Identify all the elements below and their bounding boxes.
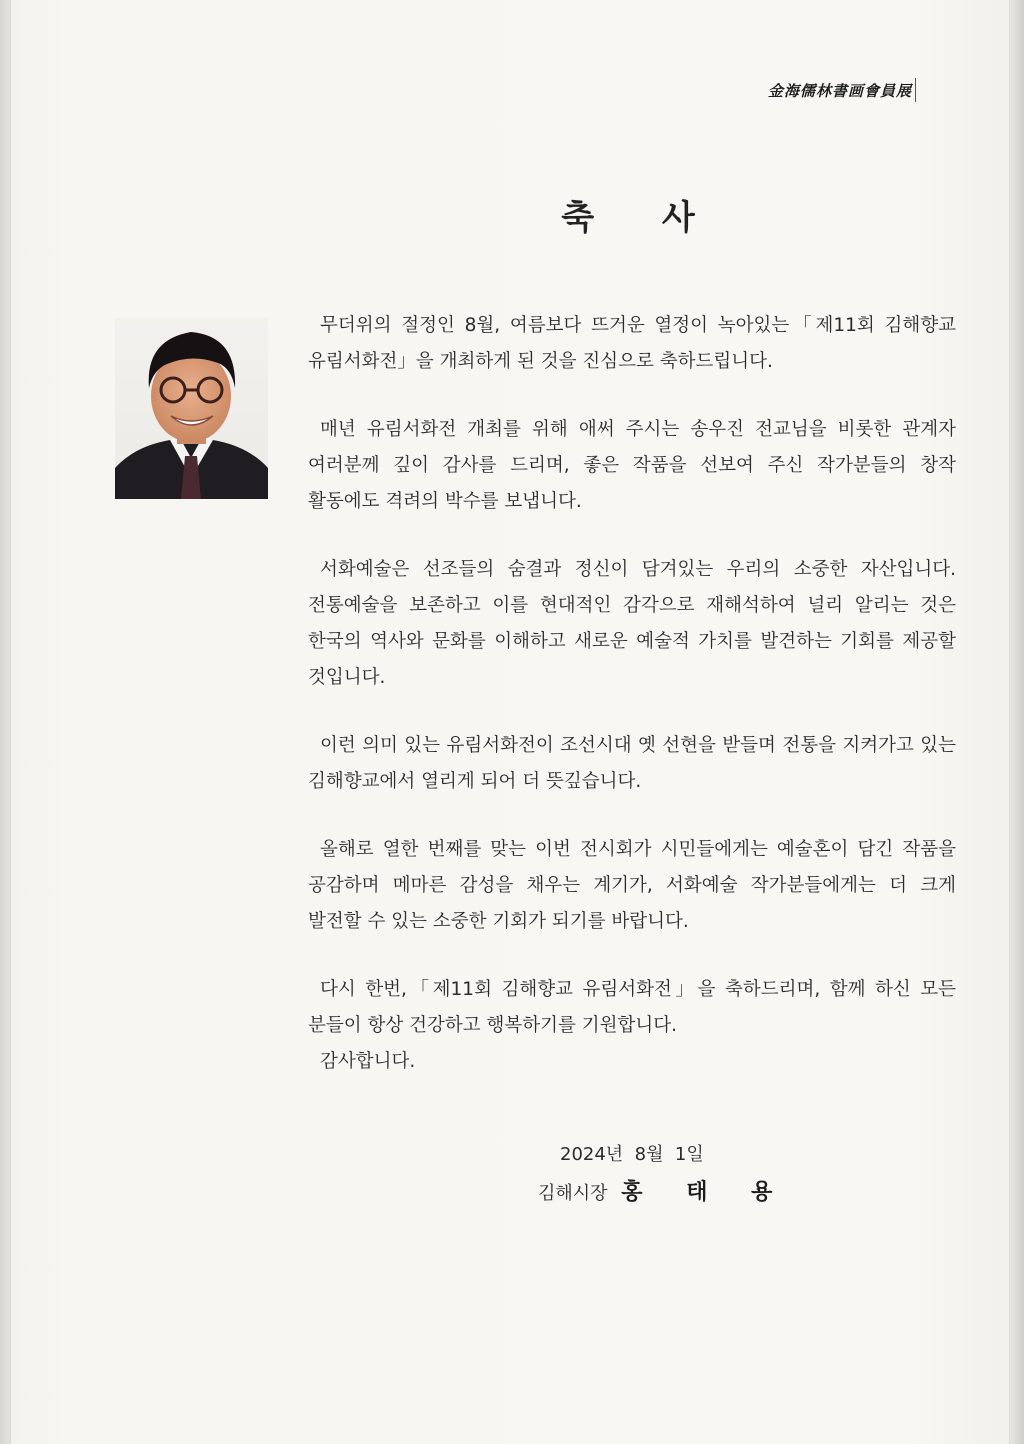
paragraph-1: 무더위의 절정인 8월, 여름보다 뜨거운 열정이 녹아있는「제11회 김해향교 유림서화전」을 개최하게 된 것을 진심으로 축하드립니다. — [308, 315, 956, 372]
paragraph-5: 올해로 열한 번째를 맞는 이번 전시회가 시민들에게는 예술혼이 담긴 작품을 공감하며 메마른 감성을 채우는 계기가, 서화예술 작가분들에게는 더 크게 발전할 수 있는 소중한 기회가 되기를 바랍니다. — [308, 839, 956, 932]
portrait-photo — [115, 318, 268, 499]
paragraph-6: 다시 한번,「제11회 김해향교 유림서화전」을 축하드리며, 함께 하신 모든 분들이 항상 건강하고 행복하기를 기원합니다. — [308, 979, 956, 1036]
letter-body — [308, 308, 956, 1112]
signature-name: 홍 태 용 — [621, 1180, 791, 1205]
letter-date: 2024년 8월 1일 — [560, 1144, 704, 1165]
signature-block — [538, 1175, 790, 1206]
paragraph-2: 매년 유림서화전 개최를 위해 애써 주시는 송우진 전교님을 비롯한 관계자 여러분께 깊이 감사를 드리며, 좋은 작품을 선보여 주신 작가분들의 창작 활동에도 격려의 박수를 보냅니다. — [308, 419, 956, 512]
paragraph-3: 서화예술은 선조들의 숨결과 정신이 담겨있는 우리의 소중한 자산입니다. 전통예술을 보존하고 이를 현대적인 감각으로 재해석하여 널리 알리는 것은 한국의 역사와 문화를 이해하고 새로운 예술적 가치를 발견하는 기회를 제공할 것입니다. — [308, 559, 956, 688]
portrait-photo-icon — [115, 318, 268, 499]
header-series-title: 金海儒林書画會員展 — [767, 82, 912, 100]
closing-line: 감사합니다. — [320, 1051, 416, 1072]
page-title: 축 사 — [561, 198, 723, 238]
signature-position: 김해시장 — [538, 1183, 608, 1204]
header-divider — [915, 78, 916, 102]
paragraph-4: 이런 의미 있는 유림서화전이 조선시대 옛 선현을 받들며 전통을 지켜가고 있는 김해향교에서 열리게 되어 더 뜻깊습니다. — [308, 735, 956, 792]
